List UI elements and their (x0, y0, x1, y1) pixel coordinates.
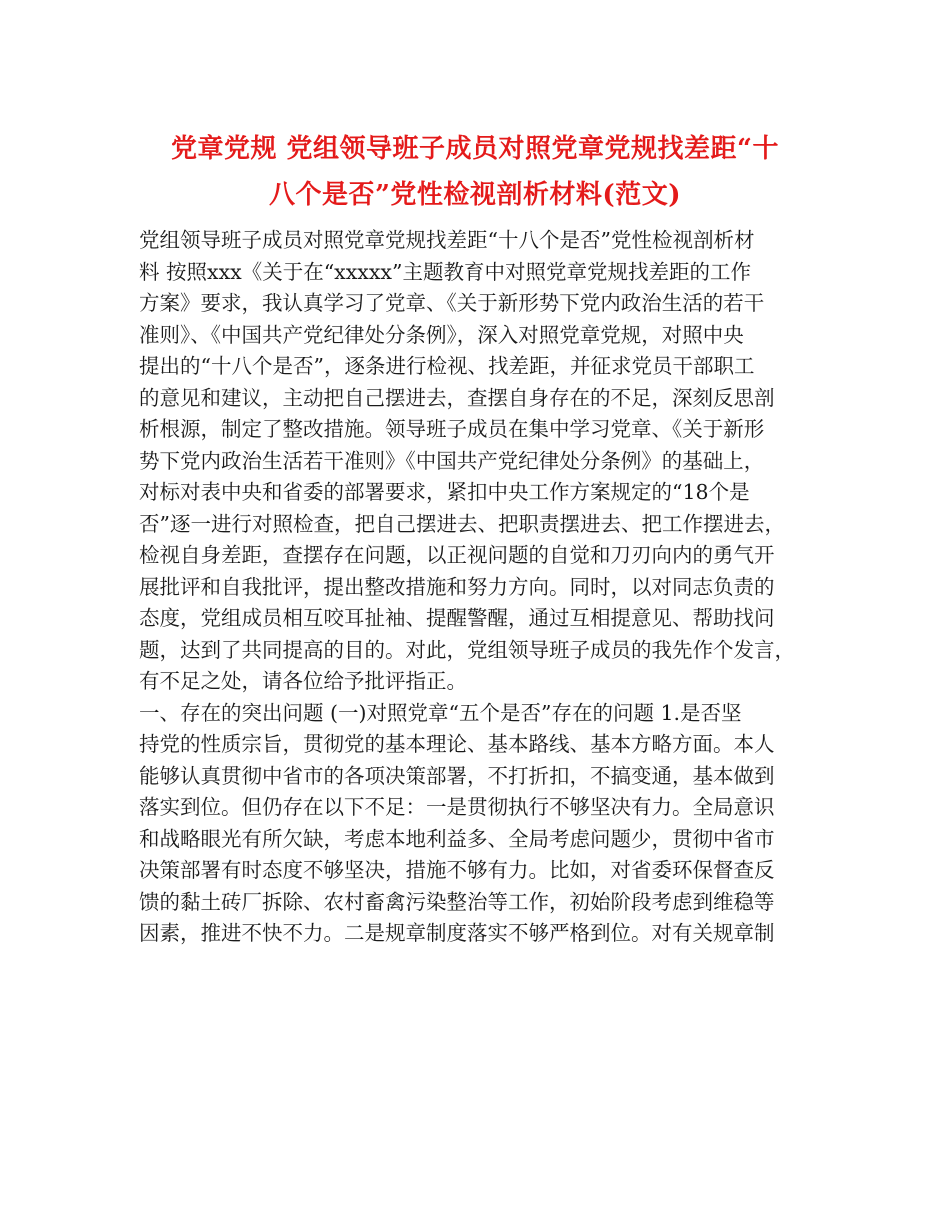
document-title (120, 126, 830, 218)
body-line: 题，达到了共同提高的目的。对此，党组领导班子成员的我先作个发言， (139, 637, 795, 662)
body-line: 料 按照xxx《关于在“xxxxx”主题教育中对照党章党规找差距的工作 (139, 259, 751, 284)
title-line: 八个是否”党性检视剖析材料(范文) (268, 180, 682, 210)
title-line: 党章党规 党组领导班子成员对照党章党规找差距“十 (170, 134, 779, 164)
body-line: 能够认真贯彻中省市的各项决策部署，不打折扣，不搞变通，基本做到 (139, 763, 775, 788)
body-line: 析根源，制定了整改措施。领导班子成员在集中学习党章、《关于新形 (139, 417, 765, 441)
body-line: 因素，推进不快不力。二是规章制度落实不够严格到位。对有关规章制 (139, 921, 775, 945)
body-line: 对标对表中央和省委的部署要求，紧扣中央工作方案规定的“18个是 (139, 480, 750, 504)
body-line: 势下党内政治生活若干准则》《中国共产党纪律处分条例》的基础上， (139, 448, 765, 473)
body-line: 持党的性质宗旨，贯彻党的基本理论、基本路线、基本方略方面。本人 (139, 732, 775, 756)
body-line: 方案》要求，我认真学习了党章、《关于新形势下党内政治生活的若干 (139, 291, 765, 315)
body-line: 决策部署有时态度不够坚决，措施不够有力。比如，对省委环保督查反 (139, 858, 775, 882)
body-line: 否”逐一进行对照检查，把自己摆进去、把职责摆进去、把工作摆进去， (139, 511, 785, 536)
body-line: 有不足之处，请各位给予批评指正。 (139, 669, 467, 693)
body-line: 和战略眼光有所欠缺，考虑本地利益多、全局考虑问题少，贯彻中省市 (139, 826, 775, 851)
body-line: 展批评和自我批评，提出整改措施和努力方向。同时，以对同志负责的 (139, 574, 775, 599)
body-line: 准则》、《中国共产党纪律处分条例》，深入对照党章党规，对照中央 (139, 322, 744, 347)
body-line: 检视自身差距，查摆存在问题，以正视问题的自觉和刀刃向内的勇气开 (139, 543, 775, 567)
body-line: 落实到位。但仍存在以下不足：一是贯彻执行不够坚决有力。全局意识 (139, 795, 775, 819)
body-line: 党组领导班子成员对照党章党规找差距“十八个是否”党性检视剖析材 (139, 228, 755, 252)
body-line: 态度，党组成员相互咬耳扯袖、提醒警醒，通过互相提意见、帮助找问 (139, 606, 775, 630)
document-body (139, 225, 829, 950)
body-line: 馈的黏土砖厂拆除、农村畜禽污染整治等工作，初始阶段考虑到维稳等 (139, 889, 775, 914)
section-heading-line: 一、存在的突出问题 (一)对照党章“五个是否”存在的问题 1.是否坚 (139, 700, 742, 725)
body-line: 提出的“十八个是否”，逐条进行检视、找差距，并征求党员干部职工 (139, 354, 755, 378)
body-line: 的意见和建议，主动把自己摆进去，查摆自身存在的不足，深刻反思剖 (139, 385, 775, 410)
